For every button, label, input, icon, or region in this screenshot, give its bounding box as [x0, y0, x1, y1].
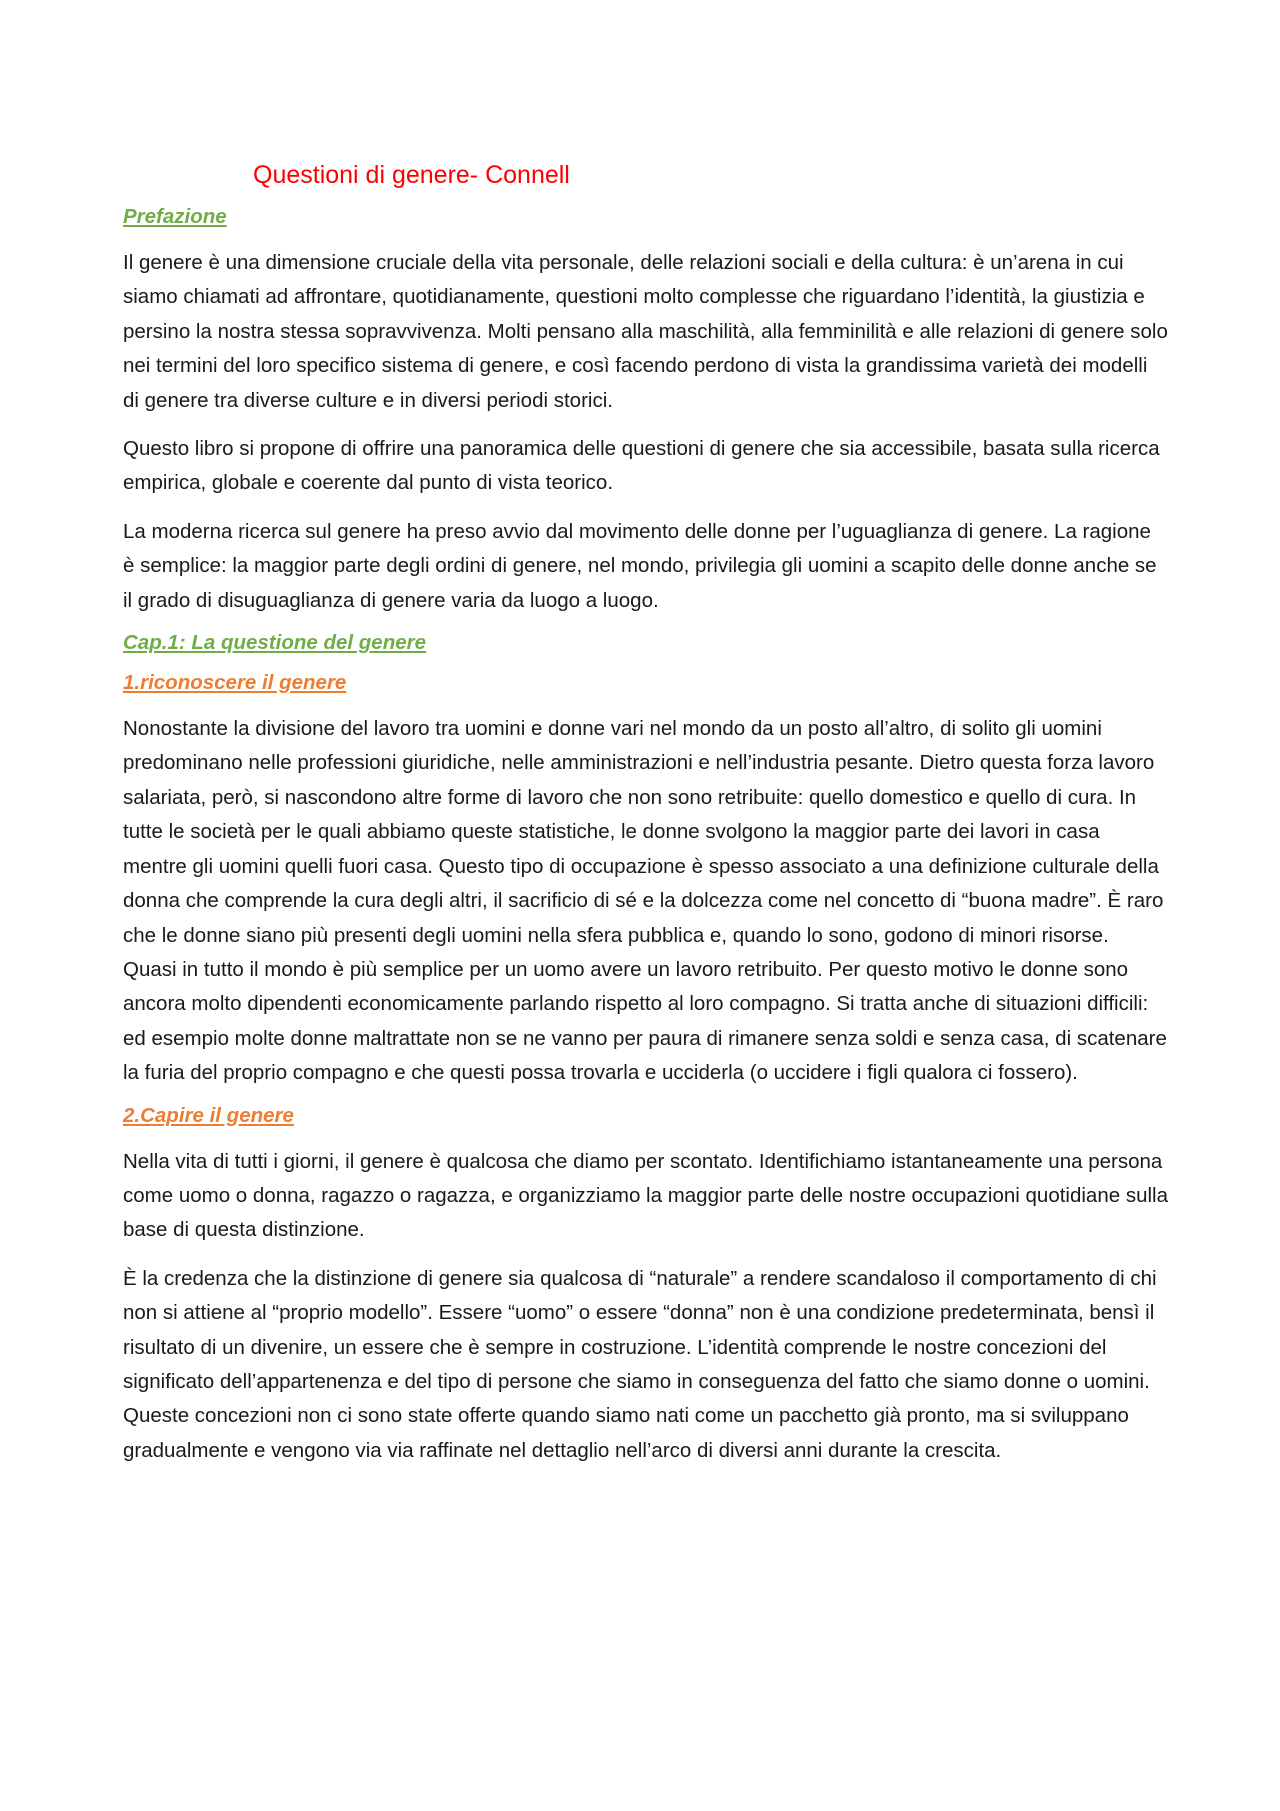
heading-riconoscere-il-genere: 1.riconoscere il genere [123, 671, 347, 695]
heading-capire-il-genere: 2.Capire il genere [123, 1103, 294, 1127]
paragraph: Il genere è una dimensione cruciale della vita personale, delle relazioni sociali e della cultura: è un’arena in cui siamo chiamati ad affrontare, quotidianamente, questioni molto complesse che riguardano l’identità, la giustizia e persino la nostra stessa sopravvivenza. Molti pensano alla maschilità, alla femminilità e alle relazioni di genere solo nei termini del loro specifico sistema di genere, e così facendo perdono di vista la grandissima varietà dei modelli di genere tra diverse culture e in diversi periodi storici. [123, 251, 1168, 412]
paragraph: È la credenza che la distinzione di genere sia qualcosa di “naturale” a rendere scandaloso il comportamento di chi non si attiene al “proprio modello”. Essere “uomo” o essere “donna” non è una condizione predeterminata, bensì il risultato di un divenire, un essere che è sempre in costruzione. L’identità comprende le nostre concezioni del significato dell’appartenenza e del tipo di persone che siamo in conseguenza del fatto che siamo donne o uomini. Queste concezioni non ci sono state offerte quando siamo nati come un pacchetto già pronto, ma si sviluppano gradualmente e vengono via via raffinate nel dettaglio nell’arco di diversi anni durante la crescita. [123, 1266, 1157, 1462]
paragraph: Nella vita di tutti i giorni, il genere è qualcosa che diamo per scontato. Identifichiamo istantaneamente una persona come uomo o donna, ragazzo o ragazza, e organizziamo la maggior parte delle nostre occupazioni quotidiane sulla base di questa distinzione. [123, 1149, 1168, 1242]
heading-chapter-1: Cap.1: La questione del genere [123, 631, 427, 655]
paragraph: La moderna ricerca sul genere ha preso avvio dal movimento delle donne per l’uguaglianza di genere. La ragione è semplice: la maggior parte degli ordini di genere, nel mondo, privilegia gli uomini a scapito delle donne anche se il grado di disuguaglianza di genere varia da luogo a luogo. [123, 519, 1157, 612]
paragraph: Nonostante la divisione del lavoro tra uomini e donne vari nel mondo da un posto all’altro, di solito gli uomini predominano nelle professioni giuridiche, nelle amministrazioni e nell’industria pesante. Dietro questa forza lavoro salariata, però, si nascondono altre forme di lavoro che non sono retribuite: quello domestico e quello di cura. In tutte le società per le quali abbiamo queste statistiche, le donne svolgono la maggior parte dei lavori in casa mentre gli uomini quelli fuori casa. Questo tipo di occupazione è spesso associato a una definizione culturale della donna che comprende la cura degli altri, il sacrificio di sé e la dolcezza come nel concetto di “buona madre”. È raro che le donne siano più presenti degli uomini nella sfera pubblica e, quando lo sono, godono di minori risorse. Quasi in tutto il mondo è più semplice per un uomo avere un lavoro retribuito. Per questo motivo le donne sono ancora molto dipendenti economicamente parlando rispetto al loro compagno. Si tratta anche di situazioni difficili: ed esempio molte donne maltrattate non se ne vanno per paura di rimanere senza soldi e senza casa, di scatenare la furia del proprio compagno e che questi possa trovarla e ucciderla (o uccidere i figli qualora ci fossero). [123, 717, 1167, 1085]
heading-prefazione: Prefazione [123, 205, 227, 228]
document-page [123, 158, 1168, 1468]
document-title: Questioni di genere- Connell [253, 161, 570, 189]
paragraph: Questo libro si propone di offrire una panoramica delle questioni di genere che sia accessibile, basata sulla ricerca empirica, globale e coerente dal punto di vista teorico. [123, 437, 1160, 495]
